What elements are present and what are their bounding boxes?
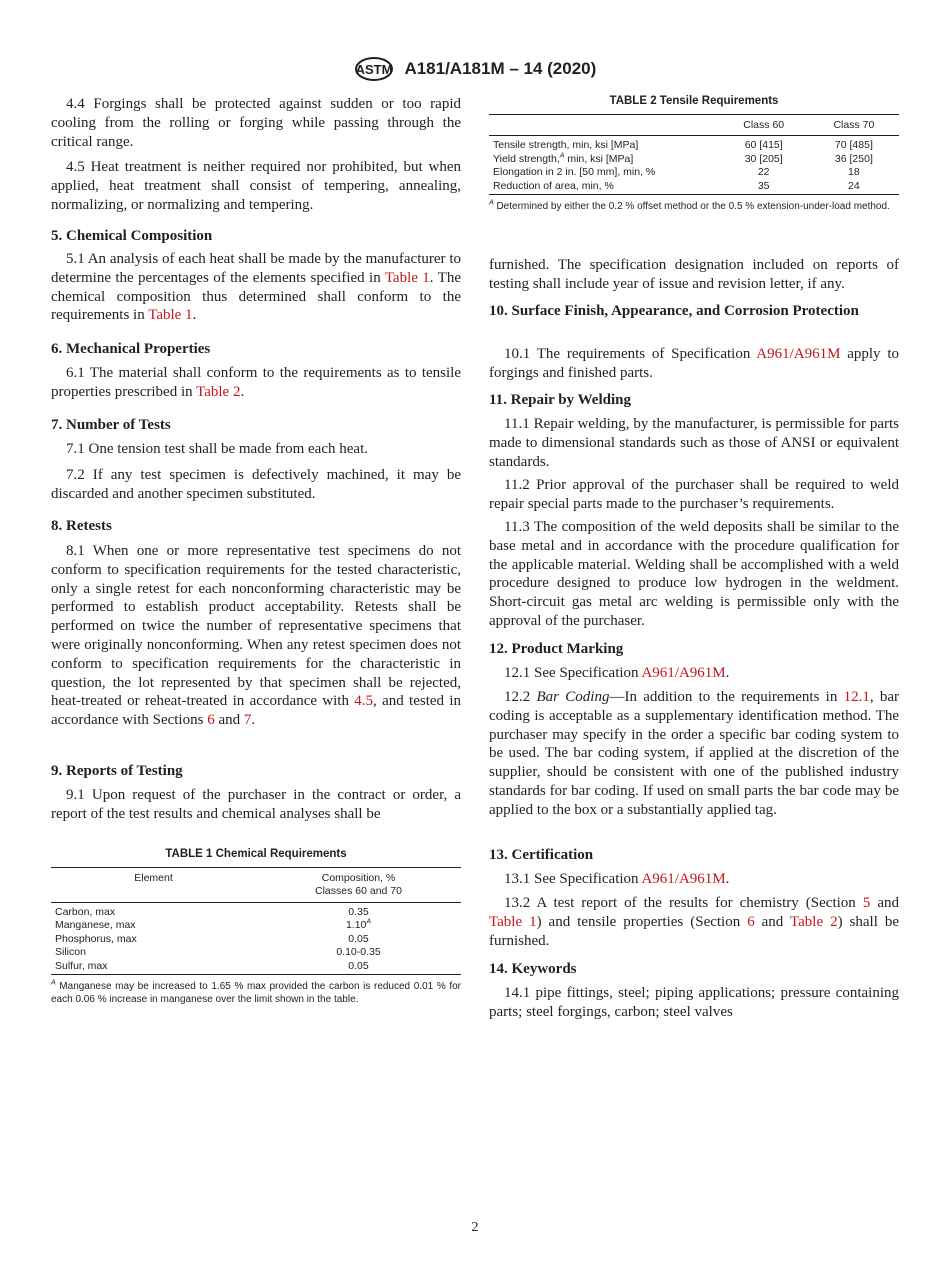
text: 8.1 When one or more representative test specimens do not conform to specification requirements for the tested characteristic, only a single retest for each nonconforming characteristic may be performed to establish product acceptability. Retests shall be performed on twice the number of representative specimens that were originally nonconforming. When any retest specimen does not conform to specification requirements for the characteristic in question, the lot represented by that specimen shall be rejected, heat-treated or reheat-treated in accordance with [51, 543, 461, 710]
table-title: TABLE 1 Chemical Requirements [165, 848, 347, 860]
table-title: TABLE 2 Tensile Requirements [609, 95, 779, 107]
paragraph [51, 542, 461, 730]
section-heading [51, 227, 461, 246]
section-heading [489, 302, 927, 321]
label: Elongation in 2 in. [50 mm], min, % [493, 166, 656, 178]
footnote-mark: A [489, 199, 494, 207]
text: . The chemical composition thus determined shall conform to the requirements in [51, 269, 461, 324]
cross-reference-link[interactable]: Table 1 [148, 307, 193, 324]
text: 11.1 Repair welding, by the manufacturer, is permissible for parts made to dimensional standards such as those of ANSI or equivalent standards. [489, 416, 899, 470]
text: , bar coding is acceptable as a supplementary identification method. The purchaser may specify in the order a specific bar coding system to be used. The bar coding system, if applied at the discretion of the supplier, should be consistent with one of the published industry standards for bar coding. If used on small parts the bar code may be applied to the box or a substantially applied tag. [489, 689, 900, 818]
text: 13. Certification [489, 847, 594, 863]
element-cell: Phosphorus, max [55, 932, 137, 945]
cross-reference-link[interactable]: 4.5 [354, 693, 374, 710]
paragraph [51, 786, 461, 824]
text: 9.1 Upon request of the purchaser in the contract or order, a report of the test results and chemical analyses shall be [51, 787, 461, 822]
column-header-line: Classes 60 and 70 [315, 885, 402, 897]
text: , and tested in accordance with Sections [51, 693, 461, 729]
cross-reference-link[interactable]: Table 2 [790, 913, 838, 930]
property-cell [489, 136, 719, 153]
text: 11. Repair by Welding [489, 392, 631, 408]
table-row [51, 919, 461, 933]
text: ) and tensile properties (Section [536, 913, 748, 930]
cross-reference-link[interactable]: 12.1 [843, 689, 870, 705]
cross-reference-link[interactable]: Table 1 [384, 269, 430, 286]
svg-text:ASTM: ASTM [355, 62, 393, 77]
section-heading [51, 340, 461, 359]
column-header-composition [256, 867, 461, 902]
text: 14. Keywords [489, 961, 577, 977]
text: 6. Mechanical Properties [51, 341, 211, 357]
section-heading [489, 960, 899, 979]
column-header-element: Element [134, 871, 173, 884]
paragraph [489, 984, 899, 1022]
table-2-tensile-requirements [489, 95, 899, 213]
text: 7.2 If any test specimen is defectively machined, it may be discarded and another specimen substituted. [51, 467, 461, 502]
label: Yield strength, [493, 152, 560, 165]
class-70-cell: 36 [250] [834, 152, 873, 165]
cross-reference-link[interactable]: 6 [207, 712, 215, 729]
cross-reference-link[interactable]: Table 1 [489, 913, 537, 930]
section-heading [489, 391, 899, 410]
paragraph [51, 466, 461, 504]
class-70-cell: 24 [848, 179, 860, 192]
class-70-cell: 70 [485] [834, 139, 873, 151]
label: min, ksi [MPa] [564, 152, 634, 165]
composition-cell [256, 960, 461, 975]
text: 4.4 Forgings shall be protected against sudden or too rapid cooling from the rolling or forging while passing through the critical range. [51, 96, 461, 150]
table-row [489, 180, 899, 195]
text: 10.1 The requirements of Specification [504, 346, 757, 362]
text: 13.2 A test report of the results for chemistry (Section [504, 895, 863, 911]
composition-cell [256, 902, 461, 919]
table-row [489, 153, 899, 167]
cross-reference-link[interactable]: A961/A961M [641, 665, 726, 681]
table-footnote [51, 980, 461, 1006]
text: 5.1 An analysis of each heat shall be made by the manufacturer to determine the percentages of the elements specified in [51, 251, 461, 286]
paragraph [489, 415, 899, 471]
text: 7.1 One tension test shall be made from each heat. [66, 441, 368, 457]
text: and [870, 895, 899, 911]
composition-cell [256, 946, 461, 960]
footnote-text: Manganese may be increased to 1.65 % max provided the carbon is reduced 0.01 % for each 0.06 % increase in manganese over the limit shown in the table. [51, 981, 461, 1005]
class-60-cell: 22 [757, 166, 770, 178]
paragraph [489, 870, 899, 889]
paragraph [489, 345, 899, 383]
value: 0.05 [348, 932, 369, 945]
column-header-line: Composition, % [321, 871, 396, 884]
text: and [214, 712, 244, 729]
astm-logo-icon [354, 56, 394, 82]
table-row [51, 933, 461, 947]
paragraph [51, 364, 461, 402]
text: ) shall be furnished. [489, 913, 900, 949]
section-heading [51, 416, 461, 435]
class-60-cell: 60 [415] [744, 139, 783, 151]
text: 13.1 See Specification [504, 871, 642, 887]
page-header [0, 56, 950, 82]
property-cell [489, 153, 719, 167]
text: furnished. The specification designation included on reports of testing shall include year of issue and revision letter, if any. [489, 257, 899, 292]
text: 14.1 pipe fittings, steel; piping applications; pressure containing parts; steel forgings, carbon; steel valves [489, 985, 899, 1020]
label: Reduction of area, min, % [493, 179, 614, 192]
table-row [489, 166, 899, 180]
paragraph [489, 256, 899, 294]
paragraph [489, 518, 899, 631]
section-heading [489, 640, 899, 659]
element-cell: Manganese, max [55, 919, 136, 931]
footnote-mark: A [559, 152, 565, 159]
text: 8. Retests [51, 518, 112, 534]
text: . [251, 712, 256, 729]
table-row [51, 902, 461, 919]
text: —In addition to the requirements in [609, 689, 844, 705]
column-header-class-60: Class 60 [743, 118, 785, 131]
paragraph [51, 250, 461, 325]
text: 11.3 The composition of the weld deposits shall be similar to the base metal and in accordance with the procedure qualification for the applicable material. Welding shall be accomplished with a weld procedure designed to produce low hydrogen in the weldment. Short-circuit gas metal arc welding is permissible only with the approval of the purchaser. [489, 519, 899, 629]
value: 1.10 [345, 919, 367, 931]
paragraph [489, 688, 899, 820]
section-heading [489, 846, 899, 865]
text: 11.2 Prior approval of the purchaser shall be required to weld repair special parts made to the purchaser’s requirements. [489, 477, 899, 512]
section-heading [51, 762, 461, 781]
text: and [754, 913, 791, 930]
table-1-chemical-requirements [51, 848, 461, 1006]
element-cell: Sulfur, max [55, 959, 108, 972]
composition-cell [256, 919, 461, 933]
footnote-mark: A [51, 979, 56, 987]
table-row [489, 136, 899, 153]
text: . [192, 307, 197, 324]
class-60-cell: 30 [205] [744, 152, 783, 165]
section-heading [51, 517, 461, 536]
page-number: 2 [471, 1220, 479, 1235]
value: 0.10-0.35 [336, 946, 381, 958]
cross-reference-link[interactable]: Table 2 [196, 383, 241, 400]
text: 4.5 Heat treatment is neither required nor prohibited, but when applied, heat treatment shall consist of tempering, annealing, normalizing, or normalizing and tempering. [51, 159, 461, 213]
composition-cell [256, 933, 461, 947]
cross-reference-link[interactable]: 6 [747, 913, 755, 930]
table-row [51, 960, 461, 975]
text: 12. Product Marking [489, 641, 624, 657]
cross-reference-link[interactable]: A961/A961M [756, 346, 841, 362]
italic-term: Bar Coding [536, 689, 610, 705]
text: 9. Reports of Testing [51, 763, 183, 779]
paragraph [489, 894, 899, 950]
paragraph [489, 664, 899, 683]
footnote-text: Determined by either the 0.2 % offset method or the 0.5 % extension-under-load method. [496, 201, 890, 212]
property-cell [489, 166, 719, 180]
class-60-cell: 35 [757, 179, 770, 192]
document-designation: A181/A181M – 14 (2020) [404, 59, 597, 78]
table-footnote [489, 200, 899, 213]
text: . [725, 665, 730, 681]
text: 6.1 The material shall conform to the requirements as to tensile properties prescribed in [51, 365, 461, 400]
text: apply to forgings and finished parts. [489, 346, 899, 381]
footnote-mark: A [366, 918, 372, 926]
element-cell: Silicon [55, 946, 86, 958]
value: 0.35 [348, 905, 369, 918]
paragraph [51, 158, 461, 214]
property-cell [489, 180, 719, 195]
paragraph [51, 95, 461, 151]
text: 12.1 See Specification [504, 665, 642, 681]
cross-reference-link[interactable]: A961/A961M [641, 871, 726, 887]
element-cell: Carbon, max [55, 905, 116, 918]
text: . [725, 871, 730, 887]
table-row [51, 946, 461, 960]
cross-reference-link[interactable]: 5 [862, 895, 871, 911]
text: 12.2 [504, 689, 537, 705]
text: . [240, 383, 245, 400]
paragraph [489, 476, 899, 514]
column-header-class-70: Class 70 [833, 118, 875, 131]
text: 5. Chemical Composition [51, 228, 213, 244]
text: 7. Number of Tests [51, 417, 171, 433]
paragraph [51, 440, 461, 459]
text: 10. Surface Finish, Appearance, and Corrosion Protection [489, 303, 859, 319]
value: 0.05 [348, 959, 369, 972]
label: Tensile strength, min, ksi [MPa] [493, 139, 639, 151]
cross-reference-link[interactable]: 7 [243, 712, 252, 729]
class-70-cell: 18 [848, 166, 860, 178]
